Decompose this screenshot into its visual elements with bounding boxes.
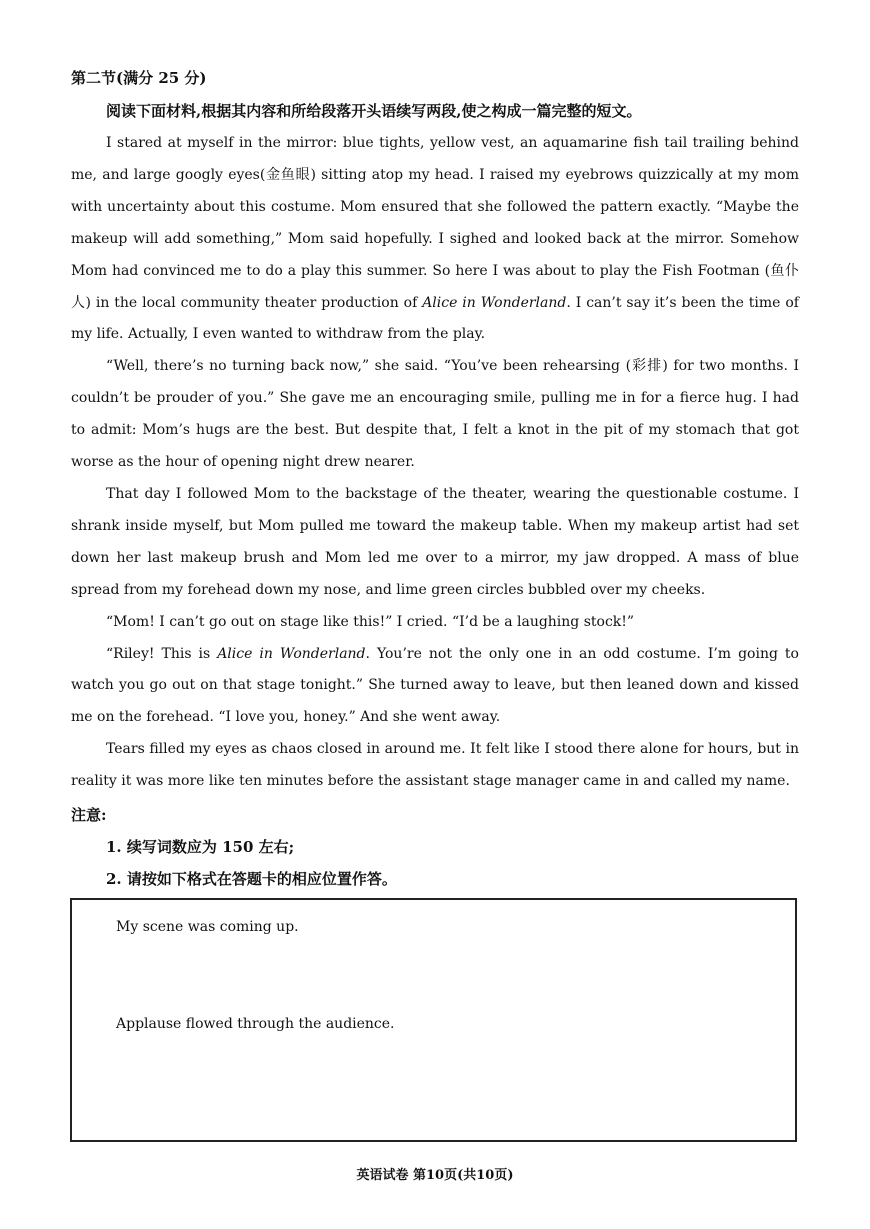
passage-paragraph-5 xyxy=(71,639,799,735)
play-title: Alice in Wonderland xyxy=(422,294,567,311)
passage-text: “Riley! This is xyxy=(106,645,218,662)
passage-paragraph-6: Tears filled my eyes as chaos closed in around me. It felt like I stood there alone for hours, but in reality it was more like ten minutes before the assistant stage manager came in and called my name. xyxy=(71,741,799,790)
note-item: 1. 续写词数应为 150 左右; xyxy=(106,838,295,856)
passage-text: . You’re not the only one in an odd costume. I’m going to watch you go out on that stage tonight.” She turned away to leave, but then leaned down and kissed me on the forehead. “I love you, honey.” And she went away. xyxy=(71,645,799,726)
passage-text: I stared at myself in the mirror: blue tights, yellow vest, an aquamarine fish tail trailing behind me, and large googly eyes(金鱼眼) sitting atop my head. I raised my eyebrows quizzically at my mom with uncertainty about this costume. Mom ensured that she followed the pattern exactly. “Maybe the makeup will add something,” Mom said hopefully. I sighed and looked back at the mirror. Somehow Mom had convinced me to do a play this summer. So here I was about to play the Fish Footman (鱼仆人) in the local community theater production of xyxy=(71,135,799,311)
play-title: Alice in Wonderland xyxy=(217,645,366,662)
passage-paragraph-1 xyxy=(71,128,799,351)
page-footer: 英语试卷 第10页(共10页) xyxy=(356,1168,514,1183)
passage-text: . I can’t say it’s been the time of my life. Actually, I even wanted to withdraw from the play. xyxy=(71,294,799,343)
notes-section xyxy=(71,799,799,895)
section-title: 第二节(满分 25 分) xyxy=(71,69,207,87)
note-item: 2. 请按如下格式在答题卡的相应位置作答。 xyxy=(106,870,397,888)
paragraph-starter-2: Applause flowed through the audience. xyxy=(116,1016,395,1032)
reading-passage xyxy=(71,128,799,798)
passage-paragraph-4: “Mom! I can’t go out on stage like this!” I cried. “I’d be a laughing stock!” xyxy=(106,613,635,630)
paragraph-starter-1: My scene was coming up. xyxy=(116,919,299,935)
passage-paragraph-2: “Well, there’s no turning back now,” she said. “You’ve been rehearsing (彩排) for two months. I couldn’t be prouder of you.” She gave me an encouraging smile, pulling me in for a fierce hug. I had to admit: Mom’s hugs are the best. But despite that, I felt a knot in the pit of my stomach that got worse as the hour of opening night drew nearer. xyxy=(71,358,799,471)
answer-box[interactable] xyxy=(70,898,797,1142)
instruction-text: 阅读下面材料,根据其内容和所给段落开头语续写两段,使之构成一篇完整的短文。 xyxy=(106,102,642,120)
passage-paragraph-3: That day I followed Mom to the backstage of the theater, wearing the questionable costume. I shrank inside myself, but Mom pulled me toward the makeup table. When my makeup artist had set down her last makeup brush and Mom led me over to a mirror, my jaw dropped. A mass of blue spread from my forehead down my nose, and lime green circles bubbled over my cheeks. xyxy=(71,485,799,598)
notes-heading: 注意: xyxy=(71,806,107,824)
